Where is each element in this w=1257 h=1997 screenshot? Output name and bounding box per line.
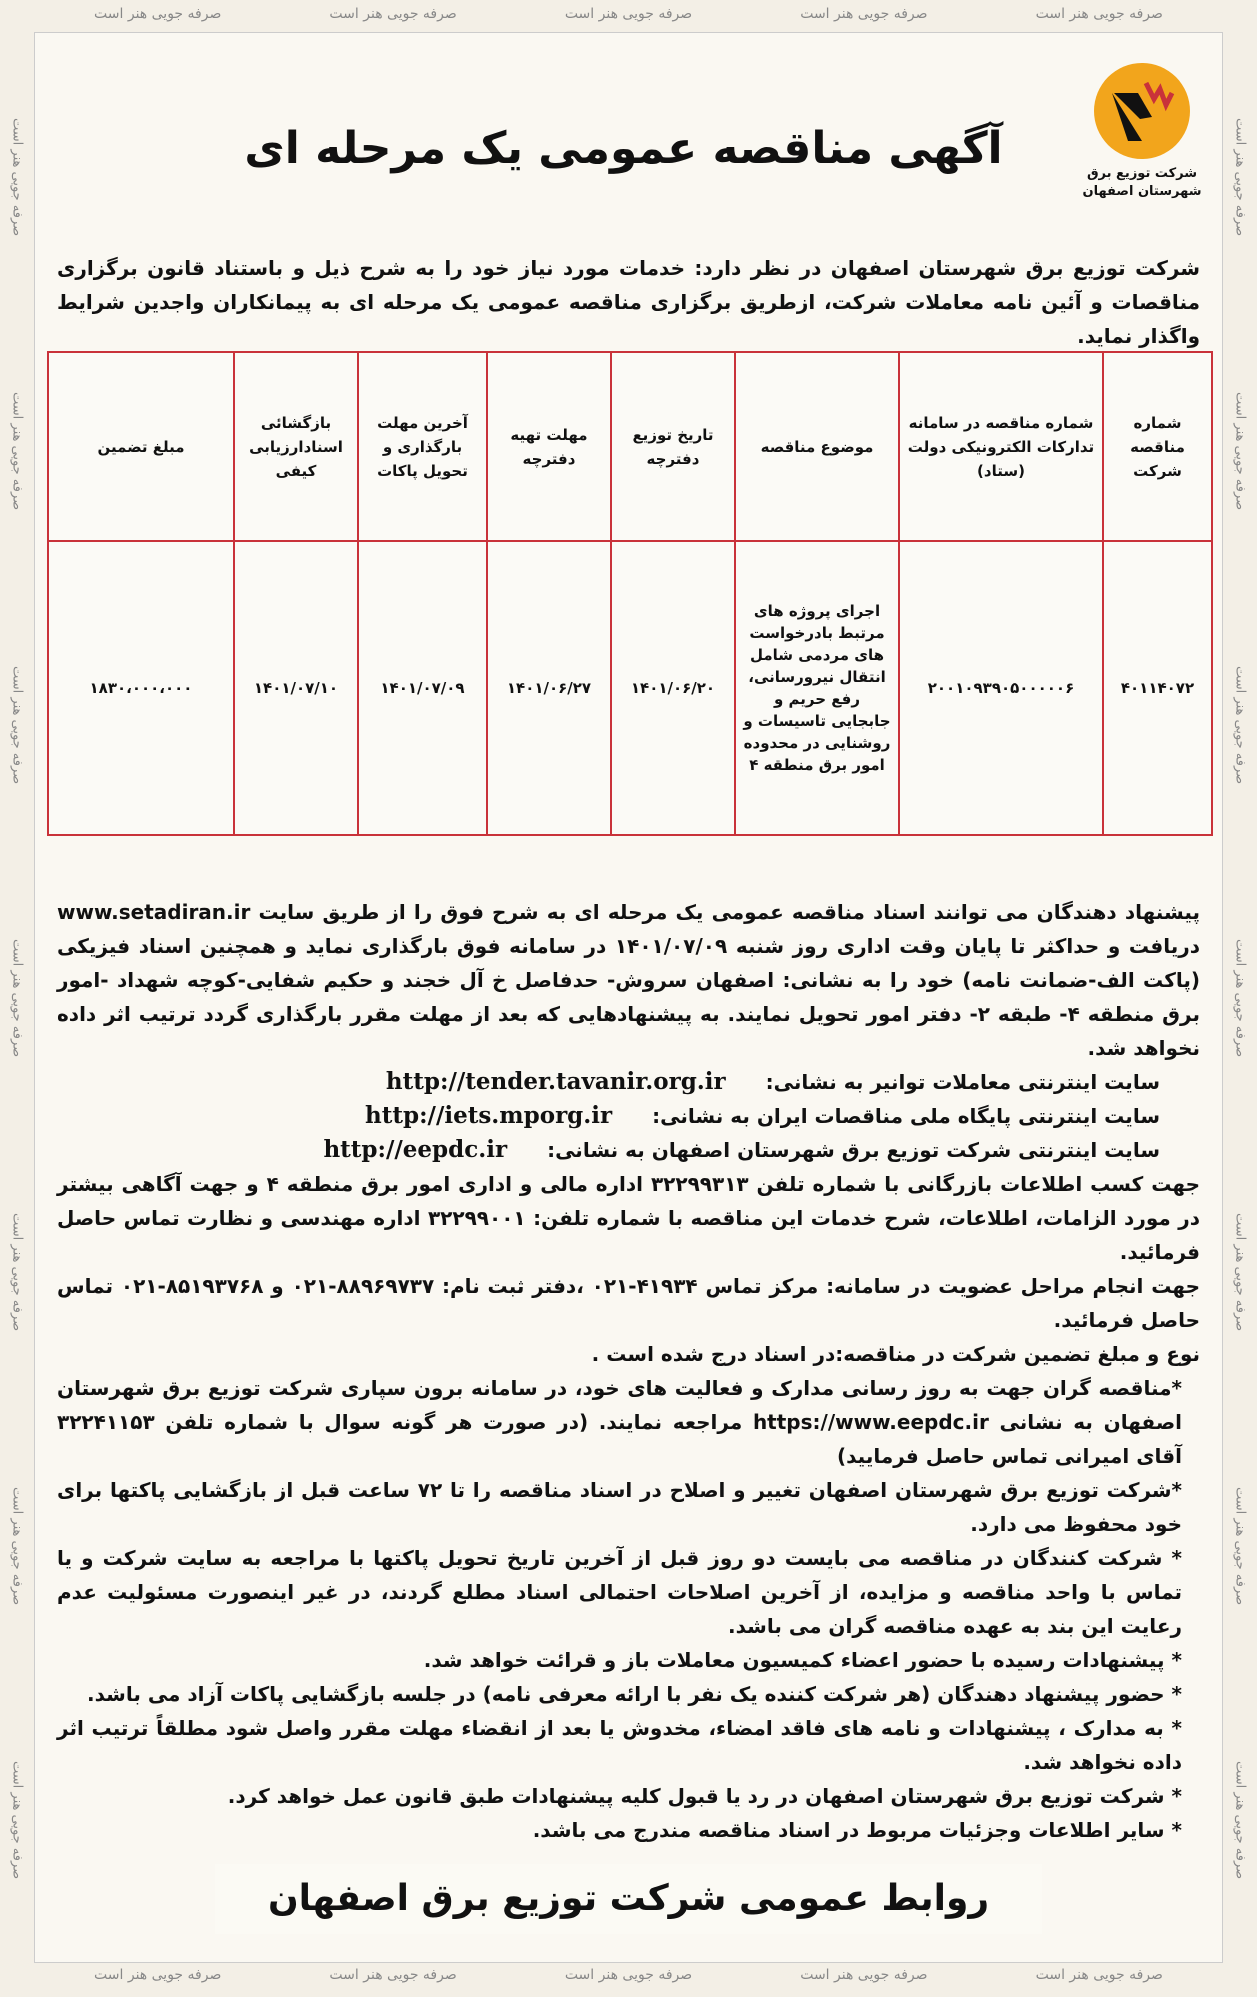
website-line-2 — [57, 1099, 1200, 1133]
bullet-item-5: * حضور پیشنهاد دهندگان (هر شرکت کننده یک نفر با ارائه معرفی نامه) در جلسه بازگشایی پاکات آزاد می باشد. — [87, 1682, 1182, 1706]
table-header-row — [48, 352, 1212, 541]
frame-text: صرفه جویی هنر است — [9, 939, 25, 1058]
cell-setad-number: ۲۰۰۱۰۹۳۹۰۵۰۰۰۰۰۶ — [899, 541, 1103, 835]
bullet-item-6: * به مدارک ، پیشنهادات و نامه های فاقد امضاء، مخدوش یا بعد از انقضاء مهلت مقرر واصل شود مطلقاً ترتیب اثر داده نخواهد شد. — [57, 1716, 1182, 1774]
frame-text: صرفه جویی هنر است — [800, 6, 928, 22]
frame-top-strip — [40, 6, 1217, 30]
bullet-item-4: * پیشنهادات رسیده با حضور اعضاء کمیسیون معاملات باز و قرائت خواهد شد. — [423, 1648, 1182, 1672]
electricity-tower-icon — [1094, 63, 1190, 159]
body-paragraph-3: جهت انجام مراحل عضویت در سامانه: مرکز تماس ۴۱۹۳۴-۰۲۱ ،دفتر ثبت نام: ۸۸۹۶۹۷۳۷-۰۲۱ و ۸۵۱۹۳۷۶۸-۰۲۱ تماس حاصل فرمائید. — [57, 1274, 1201, 1332]
bullet-item-2: *شرکت توزیع برق شهرستان اصفهان تغییر و اصلاح در اسناد مناقصه را تا ۷۲ ساعت قبل از بازگشایی پاکتها برای خود محفوظ می دارد. — [57, 1478, 1183, 1536]
company-logo — [1082, 63, 1202, 233]
logo-caption-line1: شرکت توزیع برق — [1086, 166, 1198, 181]
notice-sheet — [34, 32, 1223, 1963]
cell-opening-date: ۱۴۰۱/۰۷/۱۰ — [234, 541, 358, 835]
frame-text: صرفه جویی هنر است — [1035, 6, 1163, 22]
frame-text: صرفه جویی هنر است — [800, 1967, 928, 1983]
body-paragraph-2: جهت کسب اطلاعات بازرگانی با شماره تلفن ۳۲۲۹۹۳۱۳ اداره مالی و اداری امور برق منطقه ۴ و جهت آگاهی بیشتر در مورد الزامات، اطلاعات، شرح خدمات این مناقصه با شماره تلفن: ۳۲۲۹۹۰۰۱ اداره مهندسی و نظارت تماس حاصل فرمائید. — [57, 1172, 1200, 1264]
body-paragraph-4: نوع و مبلغ تضمین شرکت در مناقصه:در اسناد درج شده است . — [591, 1342, 1200, 1366]
header-company-tender-number: شماره مناقصه شرکت — [1103, 352, 1212, 541]
cell-guarantee-amount: ۱۸۳۰،۰۰۰،۰۰۰ — [48, 541, 234, 835]
header-subject: موضوع مناقصه — [735, 352, 899, 541]
website-link-eepdc[interactable]: http://eepdc.ir — [323, 1136, 508, 1163]
frame-text: صرفه جویی هنر است — [329, 6, 457, 22]
tender-table — [47, 351, 1213, 836]
cell-submission-deadline: ۱۴۰۱/۰۷/۰۹ — [358, 541, 487, 835]
frame-left-strip — [4, 40, 30, 1957]
frame-text: صرفه جویی هنر است — [9, 1487, 25, 1606]
frame-text: صرفه جویی هنر است — [1232, 665, 1248, 784]
website-line-3 — [57, 1133, 1200, 1167]
frame-text: صرفه جویی هنر است — [1232, 939, 1248, 1058]
table-row — [48, 541, 1212, 835]
website-label-3: سایت اینترنتی شرکت توزیع برق شهرستان اصفهان به نشانی: — [547, 1138, 1160, 1162]
cell-distribution-date: ۱۴۰۱/۰۶/۲۰ — [611, 541, 735, 835]
website-label-1: سایت اینترنتی معاملات توانیر به نشانی: — [765, 1070, 1160, 1094]
frame-text: صرفه جویی هنر است — [9, 117, 25, 237]
frame-text: صرفه جویی هنر است — [94, 1967, 222, 1983]
frame-right-strip — [1227, 40, 1253, 1957]
cell-company-tender-number: ۴۰۱۱۴۰۷۲ — [1103, 541, 1212, 835]
frame-text: صرفه جویی هنر است — [1232, 117, 1248, 237]
bullet-item-8: * سایر اطلاعات وجزئیات مربوط در اسناد مناقصه مندرج می باشد. — [532, 1818, 1182, 1842]
bullet-item-7: * شرکت توزیع برق شهرستان اصفهان در رد یا قبول کلیه پیشنهادات طبق قانون عمل خواهد کرد. — [227, 1784, 1182, 1808]
notice-header — [35, 33, 1222, 243]
notice-body — [57, 895, 1200, 1847]
frame-text: صرفه جویی هنر است — [9, 391, 25, 510]
website-link-tavanir[interactable]: http://tender.tavanir.org.ir — [385, 1068, 726, 1095]
frame-text: صرفه جویی هنر است — [329, 1967, 457, 1983]
header-distribution-date: تاریخ توزیع دفترچه — [611, 352, 735, 541]
frame-text: صرفه جویی هنر است — [1232, 1487, 1248, 1606]
body-paragraph-1: پیشنهاد دهندگان می توانند اسناد مناقصه عمومی یک مرحله ای به شرح فوق را از طریق سایت www.setadiran.ir دریافت و حداکثر تا پایان وقت اداری روز شنبه ۱۴۰۱/۰۷/۰۹ در سامانه فوق بارگذاری نماید و همچنین اسناد فیزیکی (پاکت الف-ضمانت نامه) خود را به نشانی: اصفهان سروش- حدفاصل خ آل خجند و حکیم شفایی-کوچه شهداد -امور برق منطقه ۴- طبقه ۲- دفتر امور تحویل نمایند. به پیشنهادهایی که بعد از مهلت مقرر بارگذاری گردد ترتیب اثر داده نخواهد شد. — [57, 900, 1200, 1060]
page-title: آگهی مناقصه عمومی یک مرحله ای — [244, 123, 1003, 174]
bullet-item-1: *مناقصه گران جهت به روز رسانی مدارک و فعالیت های خود، در سامانه برون سپاری شرکت توزیع برق شهرستان اصفهان به نشانی https://www.eepdc.ir مراجعه نمایند. (در صورت هر گونه سوال با شماره تلفن ۳۲۲۴۱۱۵۳ آقای امیرانی تماس حاصل فرمایید) — [57, 1376, 1182, 1468]
frame-text: صرفه جویی هنر است — [564, 6, 693, 22]
frame-text: صرفه جویی هنر است — [1232, 1213, 1248, 1332]
frame-text: صرفه جویی هنر است — [564, 1967, 693, 1983]
intro-paragraph: شرکت توزیع برق شهرستان اصفهان در نظر دارد: خدمات مورد نیاز خود را به شرح ذیل و باستناد قانون برگزاری مناقصات و آئین نامه معاملات شرکت، ازطریق برگزاری مناقصه عمومی یک مرحله ای به پیمانکاران واجدین شرایط واگذار نماید. — [57, 256, 1200, 348]
header-submission-deadline: آخرین مهلت بارگذاری و تحویل پاکات — [358, 352, 487, 541]
website-link-iets[interactable]: http://iets.mporg.ir — [365, 1102, 613, 1129]
cell-subject: اجرای پروژه های مرتبط بادرخواست های مردمی شامل انتقال نیرورسانی، رفع حریم و جابجایی تاسیسات و روشنایی در محدوده امور برق منطقه ۴ — [735, 541, 899, 835]
frame-text: صرفه جویی هنر است — [94, 6, 222, 22]
cell-preparation-deadline: ۱۴۰۱/۰۶/۲۷ — [487, 541, 611, 835]
website-line-1 — [57, 1065, 1200, 1099]
frame-text: صرفه جویی هنر است — [9, 1760, 25, 1880]
logo-caption-line2: شهرستان اصفهان — [1082, 184, 1202, 199]
frame-text: صرفه جویی هنر است — [1035, 1967, 1163, 1983]
header-guarantee-amount: مبلغ تضمین — [48, 352, 234, 541]
website-label-2: سایت اینترنتی پایگاه ملی مناقصات ایران به نشانی: — [652, 1104, 1160, 1128]
header-setad-number: شماره مناقصه در سامانه تدارکات الکترونیکی دولت (ستاد) — [899, 352, 1103, 541]
frame-text: صرفه جویی هنر است — [9, 665, 25, 784]
frame-text: صرفه جویی هنر است — [1232, 391, 1248, 510]
footer-signature: روابط عمومی شرکت توزیع برق اصفهان — [215, 1864, 1042, 1934]
bullet-item-3: * شرکت کنندگان در مناقصه می بایست دو روز قبل از آخرین تاریخ تحویل پاکتها با مراجعه به سایت شرکت و یا تماس با واحد مناقصه و مزایده، از آخرین اصلاحات احتمالی اسناد مطلع گردند، در غیر اینصورت مسئولیت عدم رعایت این بند به عهده مناقصه گران می باشد. — [57, 1546, 1182, 1638]
header-preparation-deadline: مهلت تهیه دفترچه — [487, 352, 611, 541]
frame-bottom-strip — [40, 1967, 1217, 1991]
frame-text: صرفه جویی هنر است — [1232, 1760, 1248, 1880]
header-opening-date: بازگشائی اسنادارزیابی کیفی — [234, 352, 358, 541]
frame-text: صرفه جویی هنر است — [9, 1213, 25, 1332]
